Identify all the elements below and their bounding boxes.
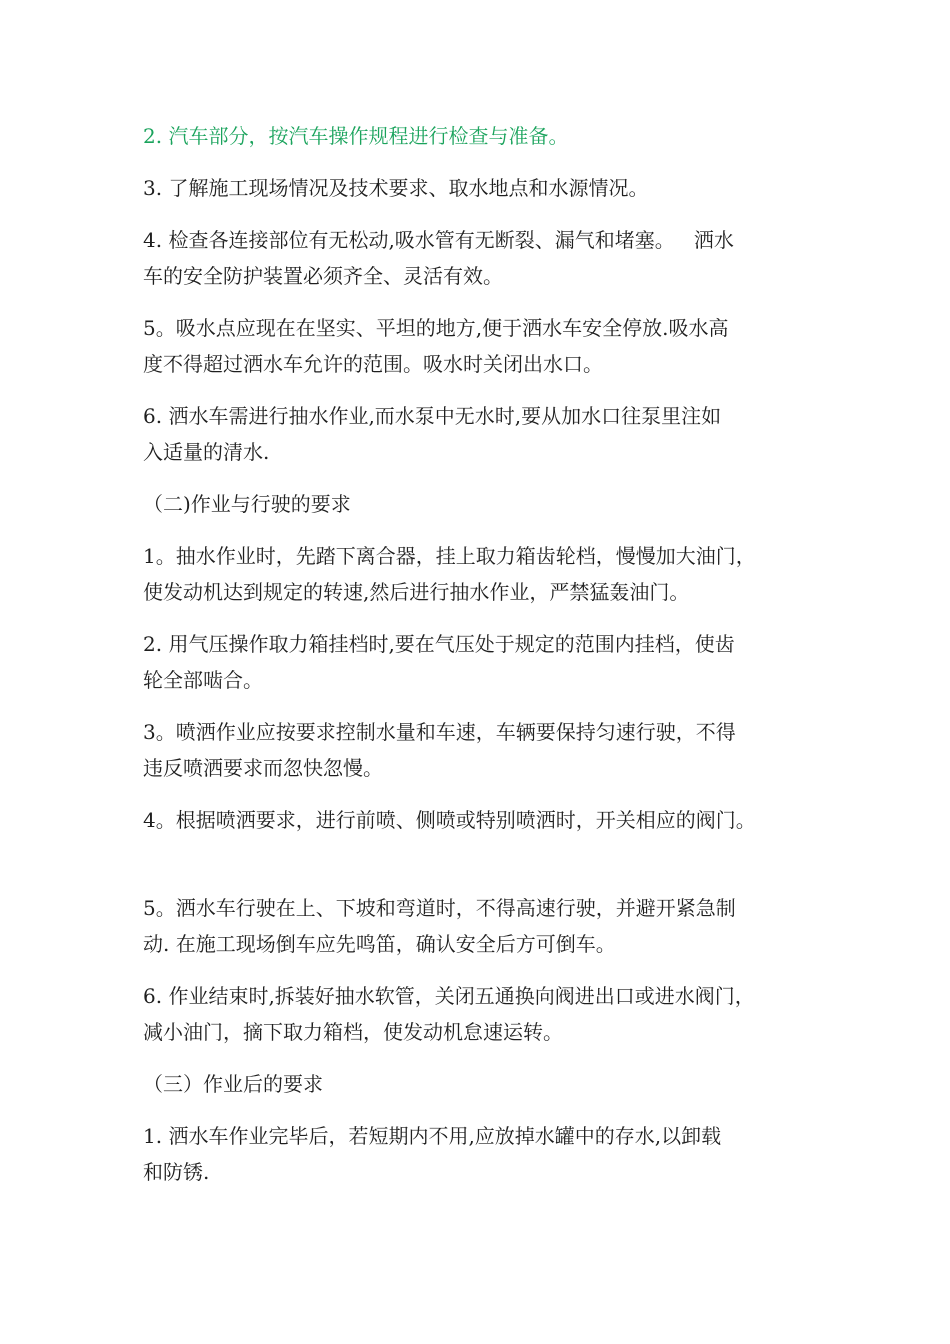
paragraph-line: 4. 检查各连接部位有无松动,吸水管有无断裂、漏气和堵塞。 洒水	[143, 228, 734, 252]
paragraph-line: 5。洒水车行驶在上、下坡和弯道时，不得高速行驶，并避开紧急制	[143, 896, 736, 920]
paragraph-line: 4。根据喷洒要求，进行前喷、侧喷或特别喷洒时，开关相应的阀门。	[143, 808, 756, 832]
paragraph-line: 和防锈.	[143, 1160, 210, 1184]
paragraph-line: 2. 用气压操作取力箱挂档时,要在气压处于规定的范围内挂档，使齿	[143, 632, 735, 656]
paragraph-line: （二)作业与行驶的要求	[143, 492, 351, 516]
paragraph-line: 6. 洒水车需进行抽水作业,而水泵中无水时,要从加水口往泵里注如	[143, 404, 722, 428]
paragraph-line: 轮全部啮合。	[143, 668, 263, 692]
paragraph	[143, 802, 833, 838]
paragraph	[143, 170, 833, 206]
paragraph	[143, 398, 833, 470]
paragraph-line: 1。抽水作业时，先踏下离合器，挂上取力箱齿轮档，慢慢加大油门，	[143, 544, 756, 568]
section-heading	[143, 486, 833, 522]
paragraph-line: （三）作业后的要求	[143, 1072, 323, 1096]
paragraph	[143, 978, 833, 1050]
paragraph-line: 1. 洒水车作业完毕后，若短期内不用,应放掉水罐中的存水,以卸载	[143, 1124, 722, 1148]
paragraph-line: 5。吸水点应现在在坚实、平坦的地方,便于洒水车安全停放.吸水高	[143, 316, 729, 340]
paragraph-spacer	[143, 854, 833, 890]
paragraph	[143, 626, 833, 698]
paragraph-line: 3. 了解施工现场情况及技术要求、取水地点和水源情况。	[143, 176, 649, 200]
paragraph-line: 度不得超过洒水车允许的范围。吸水时关闭出水口。	[143, 352, 603, 376]
paragraph-line: 减小油门，摘下取力箱档，使发动机怠速运转。	[143, 1020, 563, 1044]
paragraph	[143, 222, 833, 294]
paragraph	[143, 118, 833, 154]
paragraph-line: 2. 汽车部分，按汽车操作规程进行检查与准备。	[143, 124, 569, 148]
paragraph-line: 车的安全防护装置必须齐全、灵活有效。	[143, 264, 503, 288]
paragraph	[143, 538, 833, 610]
paragraph	[143, 1118, 833, 1190]
paragraph-line: 违反喷洒要求而忽快忽慢。	[143, 756, 383, 780]
paragraph-line: 使发动机达到规定的转速,然后进行抽水作业，严禁猛轰油门。	[143, 580, 690, 604]
document-body	[143, 118, 833, 1206]
paragraph-line: 3。喷洒作业应按要求控制水量和车速，车辆要保持匀速行驶，不得	[143, 720, 736, 744]
paragraph-line: 入适量的清水.	[143, 440, 270, 464]
paragraph	[143, 310, 833, 382]
paragraph-line: 6. 作业结束时,拆装好抽水软管，关闭五通换向阀进出口或进水阀门，	[143, 984, 755, 1008]
paragraph	[143, 714, 833, 786]
paragraph	[143, 890, 833, 962]
paragraph-line: 动. 在施工现场倒车应先鸣笛，确认安全后方可倒车。	[143, 932, 616, 956]
section-heading	[143, 1066, 833, 1102]
